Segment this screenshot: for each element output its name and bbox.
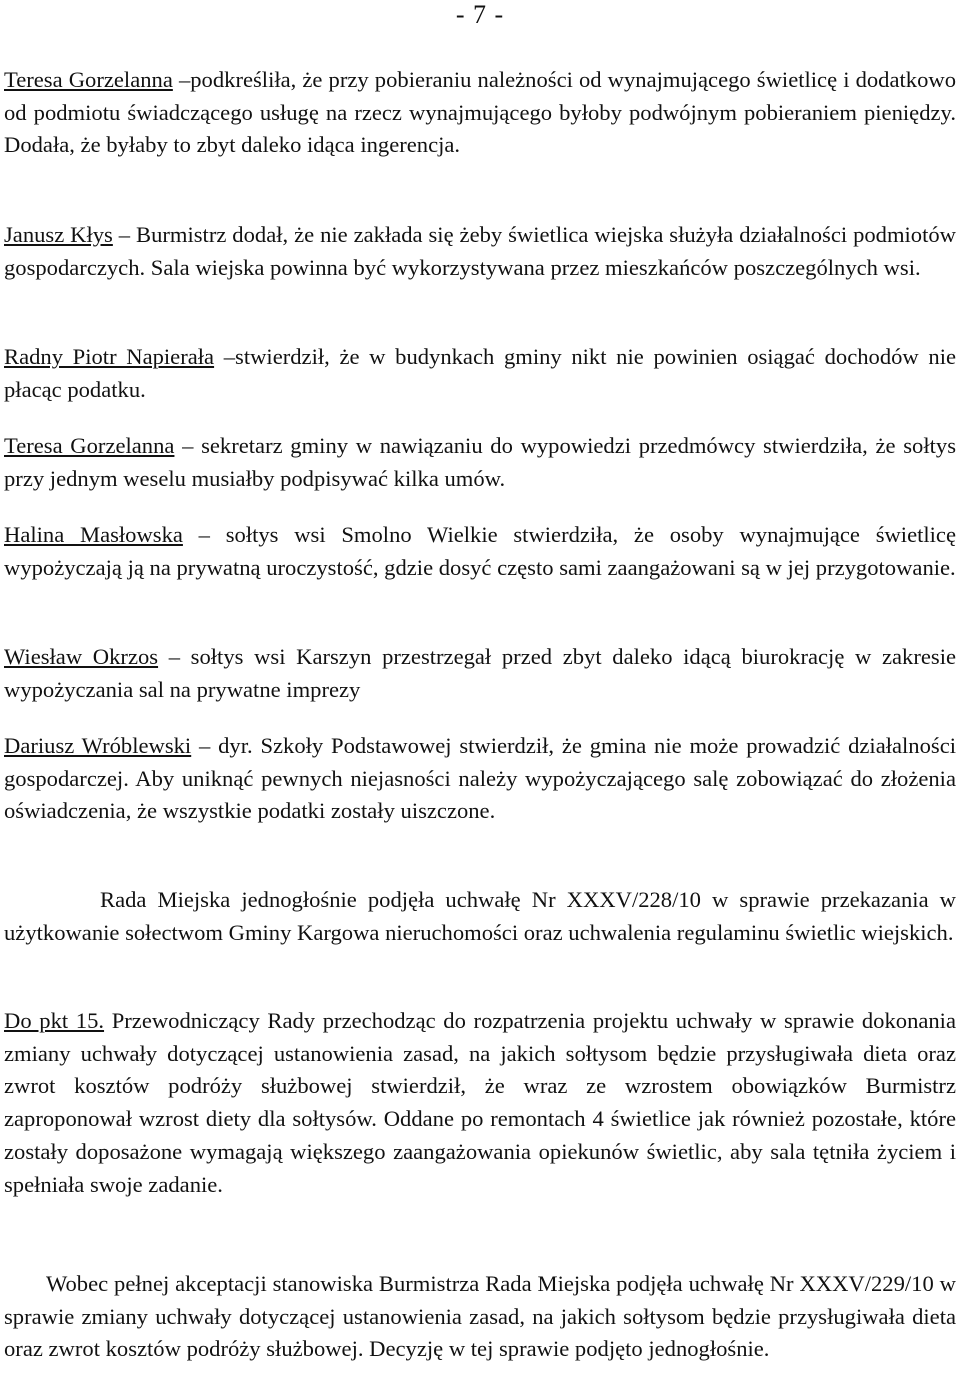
paragraph-item-15: [4, 1005, 956, 1201]
paragraph-gorzelanna-2: [4, 430, 956, 495]
paragraph-resolution-229: [4, 1268, 956, 1366]
speaker-name: Radny Piotr Napierała: [4, 344, 215, 369]
paragraph-klys: [4, 219, 956, 284]
paragraph-text: Wobec pełnej akceptacji stanowiska Burmistrza Rada Miejska podjęła uchwałę Nr XXXV/229/10 w sprawie zmiany uchwały dotyczącej ustanowienia zasad, na jakich sołtysom będzie przysługiwała dieta oraz zwrot kosztów podróży służbowej. Decyzję w tej sprawie podjęto jednogłośnie.: [4, 1271, 956, 1362]
speaker-name: Janusz Kłys: [4, 222, 113, 247]
paragraph-text: Przewodniczący Rady przechodząc do rozpatrzenia projektu uchwały w sprawie dokonania zmiany uchwały dotyczącej ustanowienia zasad, na jakich sołtysom będzie przysługiwała dieta oraz zwrot kosztów podróży służbowej stwierdził, że wraz ze wzrostem obowiązków Burmistrz zaproponował wzrost diety dla sołtysów. Oddane po remontach 4 świetlice jak również pozostałe, które zostały doposażone wymagają większego zaangażowania opiekunów świetlic, aby sala tętniła życiem i spełniała swoje zadanie.: [4, 1008, 956, 1197]
page-number: - 7 -: [455, 0, 505, 29]
paragraph-text: – dyr. Szkoły Podstawowej stwierdził, że gmina nie może prowadzić działalności gospodarczej. Aby uniknąć pewnych niejasności należy wypożyczającego salę zobowiązać do złożenia oświadczenia, że wszystkie podatki zostały uiszczone.: [4, 733, 956, 824]
paragraph-maslowska: [4, 519, 956, 584]
paragraph-napierala: [4, 341, 956, 406]
document-page: [4, 0, 956, 1399]
paragraph-text: –stwierdził, że w budynkach gminy nikt nie powinien osiągać dochodów nie płacąc podatku.: [4, 344, 956, 402]
paragraph-resolution-228: [4, 884, 956, 949]
speaker-name: Halina Masłowska: [4, 522, 183, 547]
paragraph-text: – Burmistrz dodał, że nie zakłada się żeby świetlica wiejska służyła działalności podmiotów gospodarczych. Sala wiejska powinna być wykorzystywana przez mieszkańców poszczególnych wsi.: [4, 222, 956, 280]
paragraph-okrzos: [4, 641, 956, 706]
speaker-name: Teresa Gorzelanna: [4, 433, 175, 458]
speaker-name: Dariusz Wróblewski: [4, 733, 192, 758]
agenda-item-label: Do pkt 15.: [4, 1008, 105, 1033]
paragraph-text: – sołtys wsi Smolno Wielkie stwierdziła, że osoby wynajmujące świetlicę wypożyczają ją na prywatną uroczystość, gdzie dosyć często sami zaangażowani są w jej przygotowanie.: [4, 522, 956, 580]
paragraph-text: Rada Miejska jednogłośnie podjęła uchwałę Nr XXXV/228/10 w sprawie przekazania w użytkowanie sołectwom Gminy Kargowa nieruchomości oraz uchwalenia regulaminu świetlic wiejskich.: [4, 887, 956, 945]
speaker-name: Teresa Gorzelanna: [4, 67, 173, 92]
speaker-name: Wiesław Okrzos: [4, 644, 159, 669]
paragraph-text: –podkreśliła, że przy pobieraniu należności od wynajmującego świetlicę i dodatkowo od podmiotu świadczącego usługę na rzecz wynajmującego byłoby podwójnym pobieraniem pieniędzy. Dodała, że byłaby to zbyt daleko idąca ingerencja.: [4, 67, 956, 158]
paragraph-text: – sekretarz gminy w nawiązaniu do wypowiedzi przedmówcy stwierdziła, że sołtys przy jednym weselu musiałby podpisywać kilka umów.: [4, 433, 956, 491]
paragraph-text: – sołtys wsi Karszyn przestrzegał przed zbyt daleko idącą biurokrację w zakresie wypożyczania sal na prywatne imprezy: [4, 644, 956, 702]
paragraph-gorzelanna-1: [4, 64, 956, 162]
paragraph-wroblewski: [4, 730, 956, 828]
